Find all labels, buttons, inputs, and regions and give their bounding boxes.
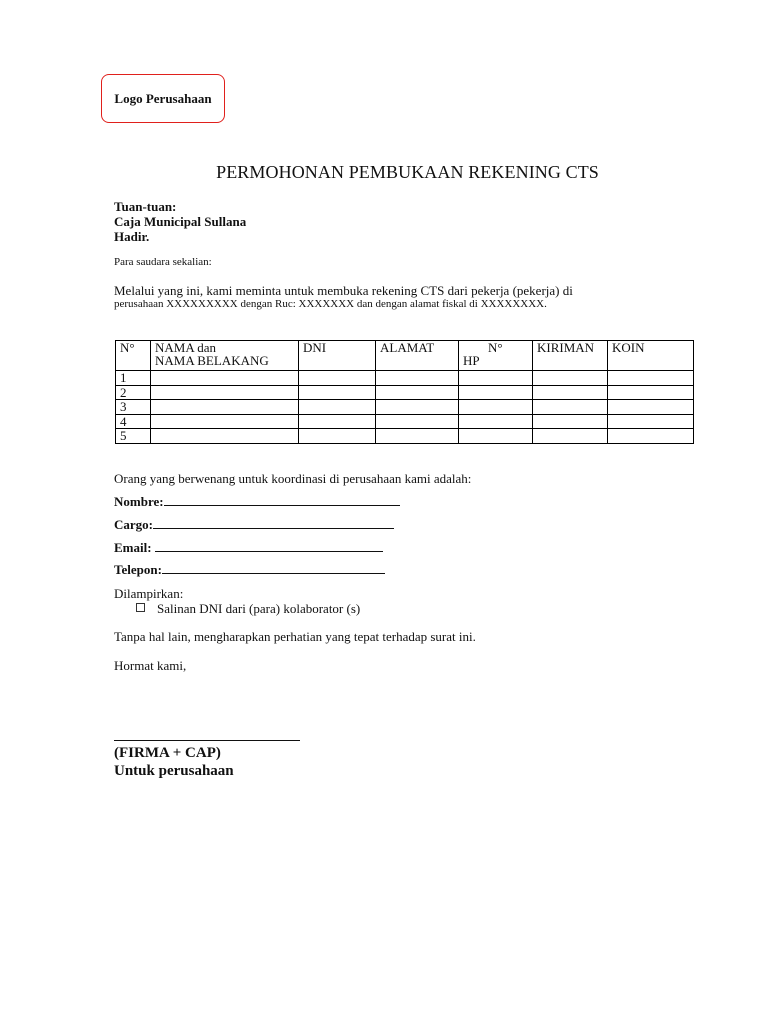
nombre-field — [114, 493, 400, 510]
cell-hp[interactable] — [459, 400, 533, 415]
table-row — [116, 429, 694, 444]
row-number: 2 — [116, 385, 151, 400]
col-header-dni: DNI — [299, 341, 376, 371]
email-label: Email: — [114, 540, 152, 555]
table-row — [116, 385, 694, 400]
addressee-line-3: Hadir. — [114, 229, 150, 244]
cell-name[interactable] — [151, 371, 299, 386]
cell-koin[interactable] — [608, 414, 694, 429]
cell-kiriman[interactable] — [533, 414, 608, 429]
row-number: 1 — [116, 371, 151, 386]
cell-koin[interactable] — [608, 429, 694, 444]
telepon-blank[interactable] — [162, 561, 385, 574]
col-header-name — [151, 341, 299, 371]
row-number: 5 — [116, 429, 151, 444]
col-header-name-top: NAMA dan — [155, 340, 217, 355]
row-number: 3 — [116, 400, 151, 415]
cargo-field — [114, 516, 394, 533]
cell-kiriman[interactable] — [533, 400, 608, 415]
email-blank[interactable] — [155, 539, 383, 552]
cell-kiriman[interactable] — [533, 371, 608, 386]
signature-company: Untuk perusahaan — [114, 763, 234, 779]
addressee-line-1: Tuan-tuan: — [114, 199, 177, 214]
intro-line-2: perusahaan XXXXXXXXX dengan Ruc: XXXXXXX dan dengan alamat fiskal di XXXXXXXX. — [114, 298, 547, 310]
cell-hp[interactable] — [459, 385, 533, 400]
table-header-row — [116, 341, 694, 371]
telepon-label: Telepon: — [114, 562, 162, 577]
greeting: Para saudara sekalian: — [114, 256, 212, 268]
cell-koin[interactable] — [608, 371, 694, 386]
table-row — [116, 400, 694, 415]
closing-text: Tanpa hal lain, mengharapkan perhatian yang tepat terhadap surat ini. — [114, 629, 476, 644]
col-header-no: N° — [116, 341, 151, 371]
cell-name[interactable] — [151, 429, 299, 444]
cell-koin[interactable] — [608, 400, 694, 415]
cell-alamat[interactable] — [376, 429, 459, 444]
cell-dni[interactable] — [299, 371, 376, 386]
cell-hp[interactable] — [459, 429, 533, 444]
cargo-blank[interactable] — [153, 516, 394, 529]
col-header-hp-bottom: HP — [463, 353, 480, 368]
signature-line — [114, 740, 300, 741]
employee-table — [115, 340, 694, 444]
attachment-item — [136, 601, 360, 617]
col-header-hp — [459, 341, 533, 371]
nombre-blank[interactable] — [164, 493, 400, 506]
cell-name[interactable] — [151, 400, 299, 415]
cell-dni[interactable] — [299, 414, 376, 429]
attachment-item-label: Salinan DNI dari (para) kolaborator (s) — [157, 601, 361, 616]
cell-alamat[interactable] — [376, 400, 459, 415]
col-header-alamat: ALAMAT — [376, 341, 459, 371]
col-header-kiriman: KIRIMAN — [533, 341, 608, 371]
attachments-label: Dilampirkan: — [114, 586, 184, 601]
cell-dni[interactable] — [299, 429, 376, 444]
document-title: PERMOHONAN PEMBUKAAN REKENING CTS — [216, 162, 599, 182]
addressee-line-2: Caja Municipal Sullana — [114, 214, 247, 229]
cell-alamat[interactable] — [376, 414, 459, 429]
email-field — [114, 539, 383, 556]
checkbox-icon[interactable] — [136, 603, 145, 612]
cell-alamat[interactable] — [376, 371, 459, 386]
col-header-koin: KOIN — [608, 341, 694, 371]
cargo-label: Cargo: — [114, 517, 153, 532]
addressee-block — [114, 199, 246, 244]
contact-intro: Orang yang berwenang untuk koordinasi di perusahaan kami adalah: — [114, 471, 472, 486]
cell-name[interactable] — [151, 385, 299, 400]
logo-label: Logo Perusahaan — [114, 90, 212, 106]
cell-dni[interactable] — [299, 400, 376, 415]
cell-dni[interactable] — [299, 385, 376, 400]
table-row — [116, 371, 694, 386]
row-number: 4 — [116, 414, 151, 429]
intro-line-1: Melalui yang ini, kami meminta untuk membuka rekening CTS dari pekerja (pekerja) di — [114, 283, 573, 298]
signature-label: (FIRMA + CAP) — [114, 745, 221, 761]
cell-hp[interactable] — [459, 414, 533, 429]
company-logo-placeholder — [101, 74, 225, 123]
cell-kiriman[interactable] — [533, 385, 608, 400]
cell-name[interactable] — [151, 414, 299, 429]
cell-koin[interactable] — [608, 385, 694, 400]
telepon-field — [114, 561, 385, 578]
col-header-name-bottom: NAMA BELAKANG — [155, 353, 269, 368]
col-header-hp-top: N° — [488, 340, 503, 355]
table-row — [116, 414, 694, 429]
cell-hp[interactable] — [459, 371, 533, 386]
cell-alamat[interactable] — [376, 385, 459, 400]
regards-text: Hormat kami, — [114, 658, 187, 673]
cell-kiriman[interactable] — [533, 429, 608, 444]
nombre-label: Nombre: — [114, 494, 164, 509]
